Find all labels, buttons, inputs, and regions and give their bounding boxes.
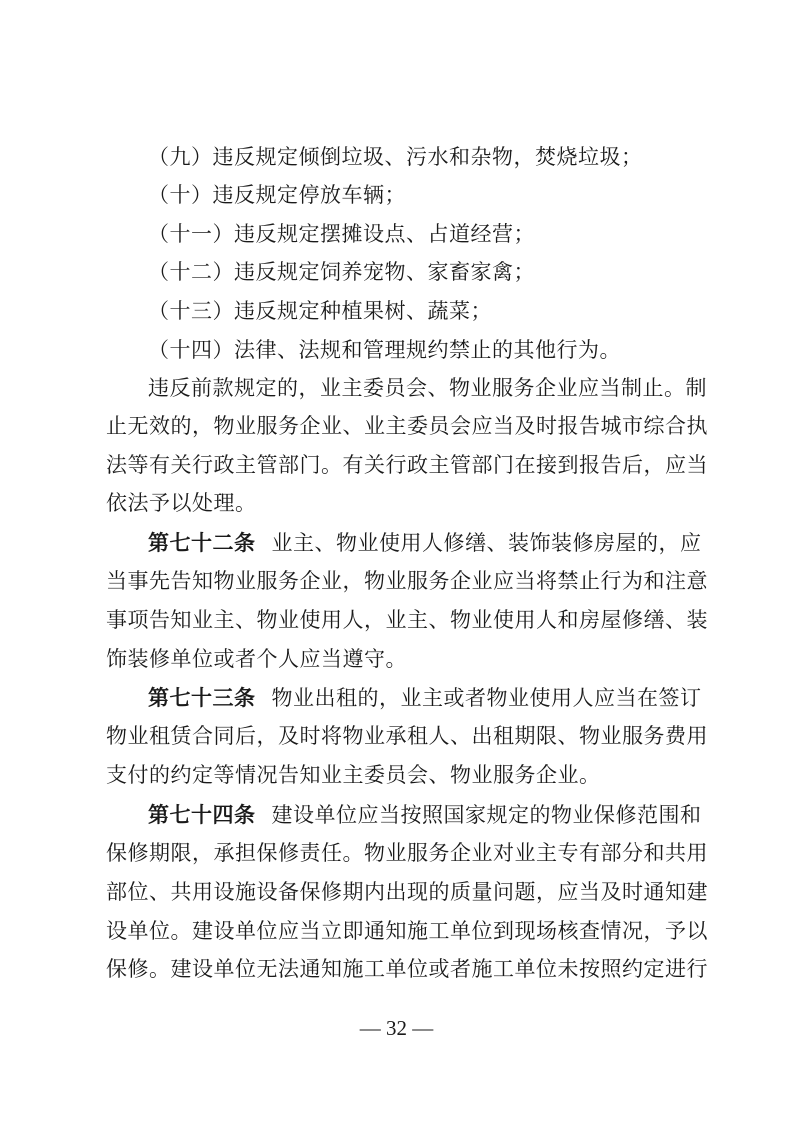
- list-item-12: （十二）违反规定饲养宠物、家畜家禽；: [148, 260, 535, 284]
- article-text: 物业出租的，业主或者物业使用人应当在签订: [271, 686, 702, 710]
- list-item-10: （十）违反规定停放车辆；: [148, 183, 406, 207]
- paragraph-line: 止无效的，物业服务企业、业主委员会应当及时报告城市综合执: [106, 414, 708, 438]
- paragraph-line: 违反前款规定的，业主委员会、物业服务企业应当制止。制: [148, 376, 707, 400]
- article-72-number: 第七十二条: [148, 530, 256, 555]
- article-73-number: 第七十三条: [148, 685, 256, 710]
- list-item-9: （九）违反规定倾倒垃圾、污水和杂物，焚烧垃圾；: [148, 145, 643, 169]
- paragraph-line: 依法予以处理。: [106, 491, 257, 515]
- page-number: — 32 —: [359, 1016, 434, 1040]
- paragraph-line: 当事先告知物业服务企业，物业服务企业应当将禁止行为和注意: [106, 569, 708, 593]
- article-74-number: 第七十四条: [148, 802, 256, 827]
- article-74-first-line: [148, 801, 702, 829]
- paragraph-line: 法等有关行政主管部门。有关行政主管部门在接到报告后，应当: [106, 453, 708, 477]
- list-item-13: （十三）违反规定种植果树、蔬菜；: [148, 299, 492, 323]
- article-72-first-line: [148, 529, 702, 557]
- article-73-first-line: [148, 684, 702, 712]
- paragraph-line: 事项告知业主、物业使用人，业主、物业使用人和房屋修缮、装: [106, 608, 708, 632]
- list-item-14: （十四）法律、法规和管理规约禁止的其他行为。: [148, 338, 621, 362]
- paragraph-line: 部位、共用设施设备保修期内出现的质量问题，应当及时通知建: [106, 880, 708, 904]
- paragraph-line: 饰装修单位或者个人应当遵守。: [106, 647, 407, 671]
- article-text: 业主、物业使用人修缮、装饰装修房屋的，应: [271, 531, 702, 555]
- article-text: 建设单位应当按照国家规定的物业保修范围和: [271, 803, 702, 827]
- paragraph-line: 保修期限，承担保修责任。物业服务企业对业主专有部分和共用: [106, 841, 708, 865]
- list-item-11: （十一）违反规定摆摊设点、占道经营；: [148, 222, 535, 246]
- paragraph-line: 支付的约定等情况告知业主委员会、物业服务企业。: [106, 763, 601, 787]
- paragraph-line: 保修。建设单位无法通知施工单位或者施工单位未按照约定进行: [106, 957, 708, 981]
- paragraph-line: 设单位。建设单位应当立即通知施工单位到现场核查情况，予以: [106, 919, 708, 943]
- paragraph-line: 物业租赁合同后，及时将物业承租人、出租期限、物业服务费用: [106, 724, 708, 748]
